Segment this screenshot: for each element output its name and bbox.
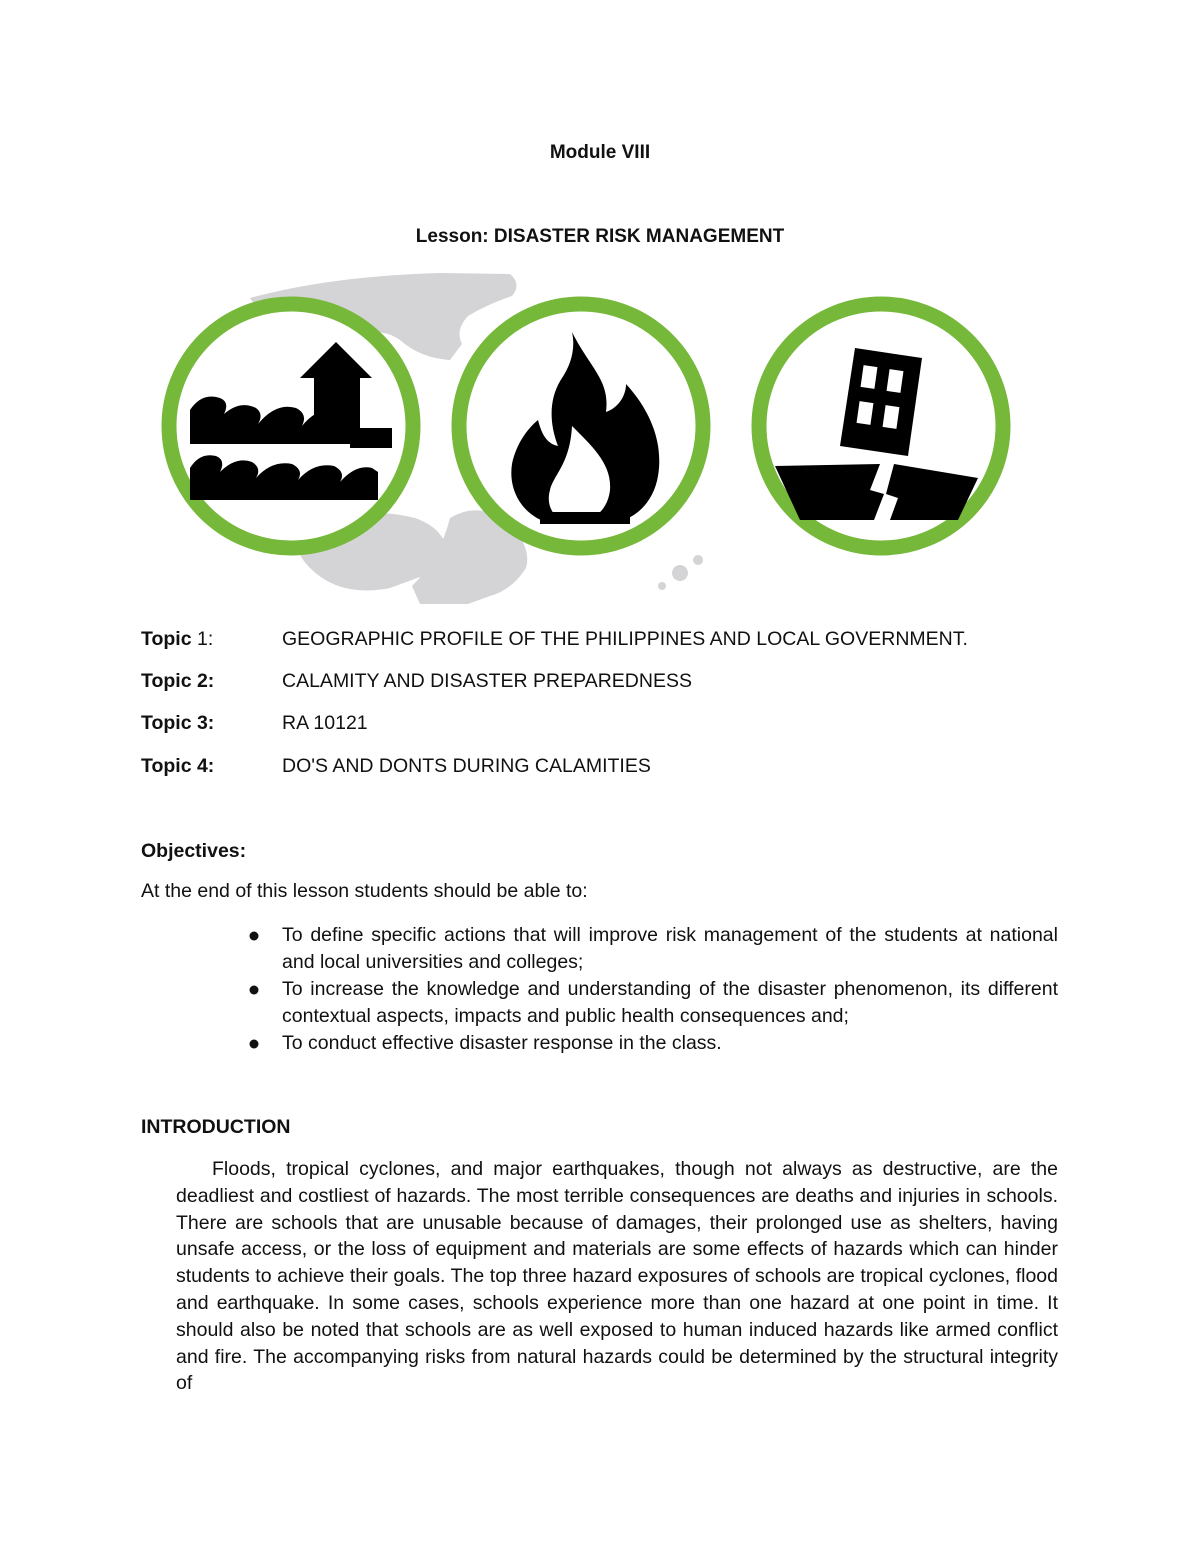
objective-item: To conduct effective disaster response in the class.	[282, 1032, 722, 1054]
topic-label	[141, 712, 214, 735]
objective-item: To increase the knowledge and understanding of the disaster phenomenon, its different contextual aspects, impacts and public health consequences and;	[282, 978, 1058, 1027]
hazard-icons-banner	[150, 268, 1030, 608]
topic-label-bold: Topic	[141, 628, 192, 650]
introduction-paragraph: Floods, tropical cyclones, and major earthquakes, though not always as destructive, are the deadliest and costliest of hazards. The most terrible consequences are deaths and injuries in schools. There are schools that are unusable because of damages, their prolonged use as shelters, having unsafe access, or the loss of equipment and materials are some effects of hazards which can hinder students to achieve their goals. The top three hazard exposures of schools are tropical cyclones, flood and earthquake. In some cases, schools experience more than one hazard at one point in time. It should also be noted that schools are as well exposed to human induced hazards like armed conflict and fire. The accompanying risks from natural hazards could be determined by the structural integrity of	[176, 1158, 1058, 1395]
objective-item: To define specific actions that will improve risk management of the students at national and local universities and colleges;	[282, 924, 1058, 973]
fire-icon	[459, 304, 703, 548]
topic-title: RA 10121	[282, 712, 368, 734]
topic-title: DO'S AND DONTS DURING CALAMITIES	[282, 755, 651, 777]
topic-label-bold: Topic 4:	[141, 755, 215, 777]
introduction-heading: INTRODUCTION	[141, 1116, 291, 1138]
lesson-title: Lesson: DISASTER RISK MANAGEMENT	[415, 226, 785, 247]
topic-label-bold: Topic 3:	[141, 712, 215, 734]
earthquake-icon	[759, 304, 1003, 548]
bullet-icon	[248, 1038, 260, 1050]
topic-label-bold: Topic 2:	[141, 670, 215, 692]
module-title: Module VIII	[549, 142, 651, 163]
flood-icon	[169, 304, 413, 548]
topic-label	[141, 628, 213, 651]
topic-label	[141, 670, 214, 693]
topic-title: CALAMITY AND DISASTER PREPAREDNESS	[282, 670, 692, 692]
topic-label-number: 1:	[191, 628, 214, 650]
objectives-heading: Objectives:	[141, 840, 247, 862]
bullet-icon	[248, 984, 260, 996]
topic-label	[141, 755, 214, 778]
objectives-intro: At the end of this lesson students should be able to:	[141, 880, 588, 902]
topic-title: GEOGRAPHIC PROFILE OF THE PHILIPPINES AND LOCAL GOVERNMENT.	[282, 628, 968, 650]
bullet-icon	[248, 930, 260, 942]
